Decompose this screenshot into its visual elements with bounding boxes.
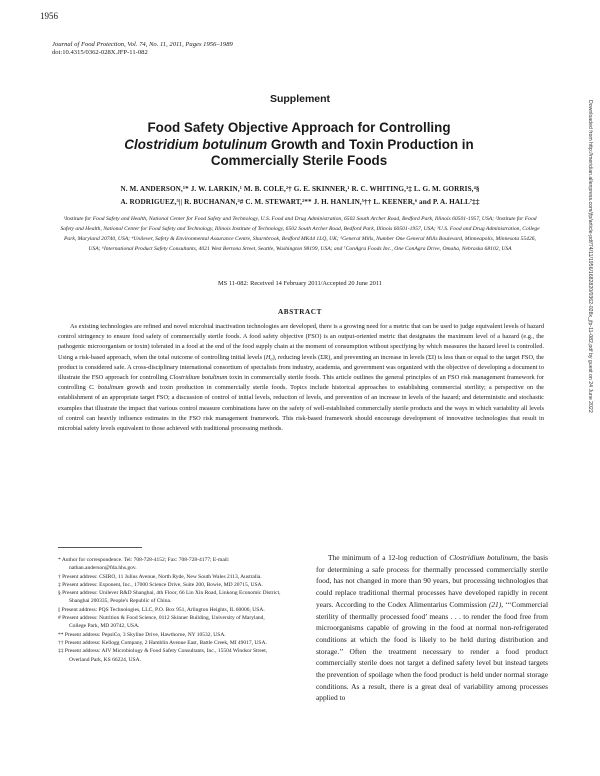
download-notice[interactable]: Downloaded from http://meridian.allenpress.com/jfp/article-pdf/74/11/1956/1682820/0362-028x_jfp-11-082.pdf by guest on 24 June 2022	[587, 100, 593, 413]
author-list	[58, 183, 542, 208]
journal-citation: Journal of Food Protection, Vol. 74, No. 11, 2011, Pages 1956–1989	[52, 41, 233, 48]
affiliations: ¹Institute for Food Safety and Health, National Center for Food Safety and Technology, U.S. Food and Drug Administration, 6502 South Archer Road, Bedford Park, Illinois 60501-1957, USA; ²Institute for Food Safety and Health, National Center for Food Safety and Technology, Illinois Institute of Technology, 6502 South Archer Road, Bedford Park, Illinois 60501-1957, USA; ³U.S. Food and Drug Administration, College Park, Maryland 20740, USA; ⁴Unilever, Safety & Environmental Assurance Centre, Sharnbrook, Bedford MK44 1LQ, UK; ⁵General Mills, Number One General Mills Boulevard, Minneapolis, Minnesota 55426, USA; ⁶International Product Safety Consultants, 4021 West Bertona Street, Seattle, Washington 98199, USA; and ⁷ConAgra Foods Inc., One ConAgra Drive, Omaha, Nebraska 68102, USA	[60, 216, 540, 252]
abstract-heading: ABSTRACT	[278, 308, 322, 316]
abstract-h0: H₀	[265, 353, 273, 361]
footnote: † Present address: CSIRO, 11 Julius Avenue, North Ryde, New South Wales 2113, Australia.	[58, 573, 262, 580]
reference-link[interactable]: (21)	[488, 599, 502, 609]
body-column	[316, 552, 548, 704]
body-text-2: , the basis for determining a safe process for thermally processed commercially sterile food, has not changed in more than 90 years, but processing technologies that could replace traditional thermal processes have developed rapidly in recent years. According to the Codex Alimentarius Commission	[316, 553, 549, 609]
title-line-2	[60, 137, 538, 154]
footnote: || Present address: PQS Technologies, LLC, P.O. Box 951, Arlington Heights, IL 60006, USA.	[58, 606, 265, 613]
body-text-3: , ‘‘‘Commercial sterility of thermally processed food’ means . . . to render the food free from microorganisms capable of growing in the food at normal non-refrigerated conditions at which the food is likely to be held during distribution and storage.’’ Often the treatment necessary to render a food product commercially sterile does not target a defined safety level but instead targets the prevention of spoilage when the food product is held under normal storage conditions. As a result, there is a great deal of variability among processes applied to	[316, 599, 548, 703]
title-line-2-rest: Growth and Toxin Production in	[267, 136, 474, 152]
abstract-part-3: toxin in commercially sterile foods. This article outlines the general principles of an FSO risk management framework for controlling	[58, 374, 544, 392]
article-title	[60, 120, 538, 170]
body-text-1: The minimum of a 12-log reduction of	[328, 553, 450, 562]
footnote: § Present address: Unilever R&D Shanghai, 4th Floor, 66 Lin Xin Road, Linkong Economic District, Shanghai 200335, People's Republic of China.	[58, 590, 281, 605]
footnotes	[58, 556, 283, 664]
footnote-rule	[58, 547, 142, 548]
abstract-part-1: As existing technologies are refined and novel microbial inactivation technologies are developed, there is a growing need for a metric that can be used to judge equivalent levels of hazard control stringency to ensure food safety of commercially sterile foods. A food safety objective (FSO) is an output-oriented metric that designates the maximum level of a hazard (e.g., the pathogenic microorganism or toxin) tolerated in a food at the end of the food supply chain at the moment of consumption without specifying by which measures the hazard level is controlled. Using a risk-based approach, when the total outcome of controlling initial levels (	[58, 323, 544, 361]
footnote: †† Present address: Kellogg Company, 2 Hamblin Avenue East, Battle Creek, MI 49017, USA.	[58, 639, 267, 646]
section-label: Supplement	[269, 93, 331, 105]
footnote: ‡‡ Present address: AIV Microbiology & Food Safety Consultants, Inc., 15504 Windsor Street, Overland Park, KS 66224, USA.	[58, 648, 268, 663]
abstract-part-4: growth and toxin production in commercially sterile foods. Topics include historical approaches to establishing commercial sterility; a perspective on the establishment of an appropriate target FSO; a discussion of control of initial levels, reduction of levels, and prevention of an increase in levels of the hazard; and deterministic and stochastic examples that illustrate the impact that various control measure combinations have on the safety of well-established commercially sterile products and the ways in which variability all levels of control can heavily influence estimates in the FSO risk management framework. This risk-based framework should encourage development of innovative technologies that result in microbial safety levels equivalent to those achieved with traditional processing methods.	[58, 384, 544, 433]
body-organism: Clostridium botulinum	[449, 553, 518, 562]
abstract-organism: Clostridium botulinum	[169, 374, 228, 382]
footnote: * Author for correspondence. Tel: 708-728-4152; Fax: 708-728-4177; E-mail: nathan.anderson@fda.hhs.gov.	[58, 557, 230, 572]
download-sidebar	[586, 100, 593, 676]
page-number: 1956	[40, 11, 58, 21]
authors-line-2: A. RODRIGUEZ,⁵|| R. BUCHANAN,³# C. M. STEWART,²** J. H. HANLIN,⁵†† L. KEENER,⁶ and P. A. HALL⁷‡‡	[120, 197, 480, 206]
authors-line-1: N. M. ANDERSON,¹* J. W. LARKIN,¹ M. B. COLE,²† G. E. SKINNER,¹ R. C. WHITING,³‡ L. G. M. GORRIS,⁴§	[120, 185, 480, 193]
title-organism: Clostridium botulinum	[124, 136, 268, 152]
body-paragraph	[316, 552, 548, 704]
abstract-part-2: ), reducing levels (ΣR), and preventing an increase in levels (ΣI) is less than or equal to the target FSO, the product is considered safe. A cross-disciplinary international consortium of specialists from industry, academia, and government was organized with the objective of developing a document to illustrate the FSO approach for controlling	[58, 353, 544, 382]
footnote: ** Present address: PepsiCo, 3 Skyline Drive, Hawthorne, NY 10532, USA.	[58, 631, 226, 638]
footnote: # Present address: Nutrition & Food Science, 0112 Skinner Building, University of Maryland, College Park, MD 20742, USA.	[58, 615, 265, 630]
footnote: ‡ Present address: Exponent, Inc., 17000 Science Drive, Suite 200, Bowie, MD 20715, USA.	[58, 581, 263, 588]
title-line-3: Commercially Sterile Foods	[210, 153, 388, 168]
abstract-text	[58, 322, 544, 434]
abstract-organism-short: C. botulinum	[88, 384, 124, 392]
title-line-1: Food Safety Objective Approach for Controlling	[147, 120, 451, 135]
doi-link[interactable]: doi:10.4315/0362-028X.JFP-11-082	[52, 49, 148, 56]
manuscript-dates: MS 11-082: Received 14 February 2011/Accepted 20 June 2011	[218, 280, 382, 287]
